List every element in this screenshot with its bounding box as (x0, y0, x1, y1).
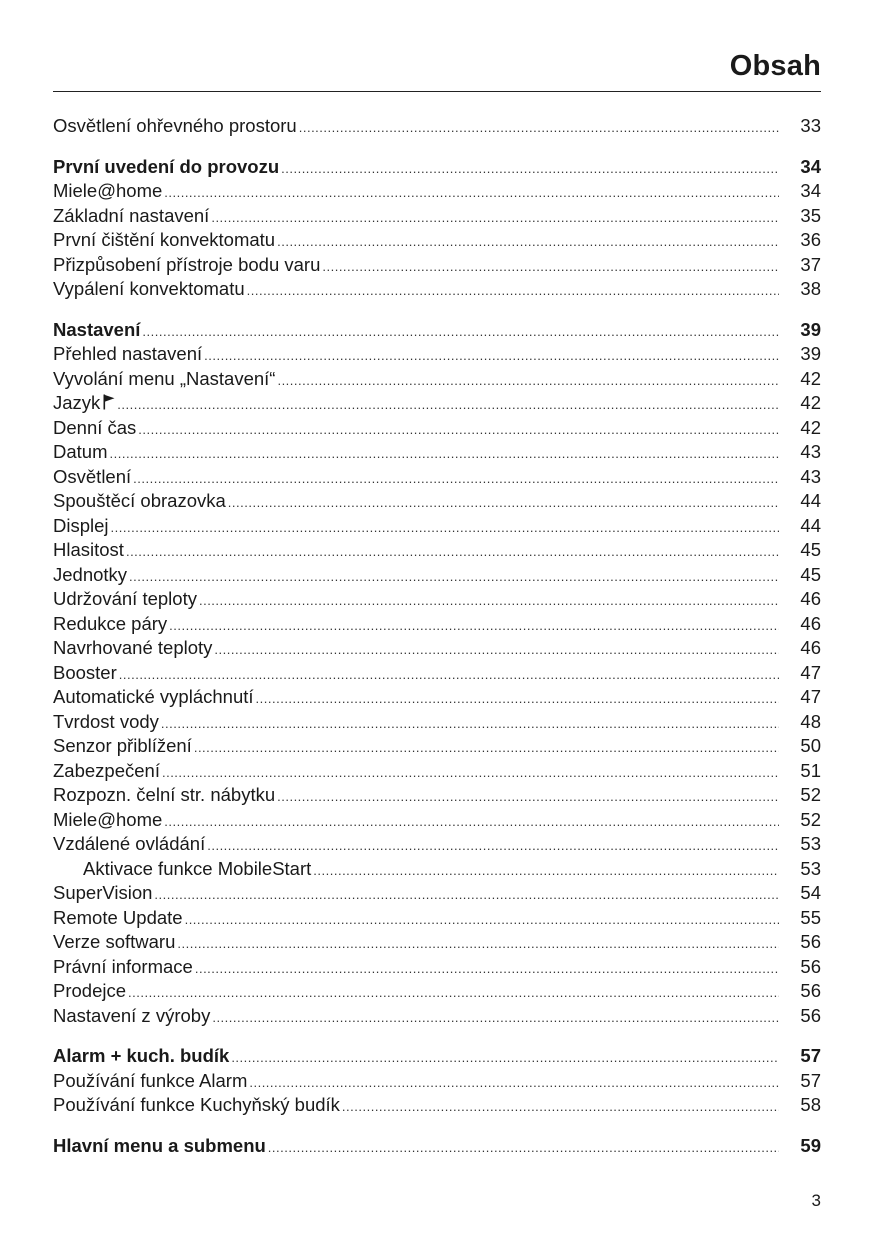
toc-page-number: 46 (800, 637, 821, 658)
leader-dots (194, 736, 779, 761)
toc-page-number: 58 (800, 1094, 821, 1115)
toc-entry-text: Udržování teploty (53, 588, 197, 609)
toc-entry-text: Osvětlení ohřevného prostoru (53, 115, 297, 136)
leader-dots (207, 834, 779, 859)
toc-entry-label (53, 538, 126, 563)
toc-page-number: 56 (800, 931, 821, 952)
toc-entry[interactable] (53, 342, 821, 367)
leader-dots (212, 1006, 779, 1031)
toc-entry[interactable] (53, 734, 821, 759)
toc-page-number: 45 (800, 539, 821, 560)
toc-entry-text: Přehled nastavení (53, 343, 203, 364)
toc-entry-label (53, 277, 247, 302)
leader-dots (138, 418, 779, 443)
toc-entry-text: Spouštěcí obrazovka (53, 490, 226, 511)
toc-entry-text: Nastavení z výroby (53, 1004, 211, 1026)
toc-entry[interactable] (53, 808, 821, 833)
toc-entry-text: Miele@home (53, 808, 163, 830)
toc-chapter-entry[interactable] (53, 318, 821, 343)
toc-entry-text: Vyvolání menu „Nastavení“ (53, 367, 276, 389)
toc-entry[interactable] (53, 465, 821, 490)
toc-entry-label (53, 832, 207, 857)
toc-entry-label (53, 979, 128, 1004)
toc-entry[interactable] (53, 179, 821, 204)
toc-entry[interactable] (53, 881, 821, 906)
toc-page-number: 34 (800, 180, 821, 201)
toc-entry-text: Remote Update (53, 906, 183, 928)
toc-page-number: 51 (800, 759, 821, 781)
toc-entry[interactable] (53, 253, 821, 278)
toc-entry-text: Verze softwaru (53, 931, 176, 952)
toc-page-number: 34 (800, 155, 821, 177)
toc-page-number: 43 (800, 465, 821, 487)
toc-entry[interactable] (53, 1004, 821, 1029)
page-number: 3 (811, 1191, 821, 1210)
toc-entry-text: Zabezpečení (53, 759, 160, 781)
leader-dots (129, 565, 779, 590)
leader-dots (177, 932, 779, 957)
toc-entry-text: Základní nastavení (53, 204, 210, 226)
leader-dots (164, 181, 779, 206)
toc-entry[interactable] (53, 1069, 821, 1094)
toc-entry[interactable] (53, 204, 821, 229)
toc-entry[interactable] (53, 710, 821, 735)
toc-entry-text: Jazyk (53, 392, 101, 413)
toc-page-number: 44 (800, 490, 821, 511)
toc-page-number: 42 (800, 367, 821, 389)
toc-entry-text: Automatické vypláchnutí (53, 686, 254, 707)
toc-entry[interactable] (53, 416, 821, 441)
leader-dots (199, 589, 779, 614)
table-of-contents (53, 114, 821, 1174)
leader-dots (204, 344, 779, 369)
toc-entry-label (53, 1134, 268, 1159)
leader-dots (119, 663, 779, 688)
toc-chapter-entry[interactable] (53, 1044, 821, 1069)
toc-entry-label (53, 204, 211, 229)
toc-entry[interactable] (53, 587, 821, 612)
toc-entry-text: Rozpozn. čelní str. nábytku (53, 784, 276, 805)
leader-dots (277, 369, 779, 394)
toc-section (53, 114, 821, 139)
leader-dots (126, 540, 779, 565)
toc-page-number: 52 (800, 808, 821, 830)
toc-entry-label (53, 179, 164, 204)
leader-dots (214, 638, 779, 663)
toc-entry[interactable] (53, 783, 821, 808)
toc-entry-text: Nastavení (53, 318, 141, 340)
toc-entry-label (53, 416, 138, 441)
toc-page-number: 56 (800, 1004, 821, 1026)
toc-entry-label (53, 955, 195, 980)
toc-entry[interactable] (53, 930, 821, 955)
toc-entry-text: Hlasitost (53, 539, 124, 560)
toc-entry-label (53, 587, 199, 612)
toc-entry-text: Hlavní menu a submenu (53, 1134, 266, 1156)
toc-entry-label (53, 514, 111, 539)
leader-dots (313, 859, 779, 884)
toc-entry-text: Aktivace funkce MobileStart (83, 857, 312, 879)
leader-dots (111, 516, 779, 541)
toc-page-number: 55 (800, 906, 821, 928)
leader-dots (299, 116, 779, 141)
leader-dots (256, 687, 779, 712)
toc-entry-label (53, 783, 277, 808)
toc-entry-label (53, 155, 281, 180)
leader-dots (322, 255, 779, 280)
leader-dots (281, 157, 779, 182)
toc-entry-text: První uvedení do provozu (53, 155, 280, 177)
toc-page-number: 57 (800, 1069, 821, 1091)
toc-entry-label (53, 930, 177, 955)
toc-entry[interactable] (53, 367, 821, 392)
toc-page-number: 39 (800, 343, 821, 364)
leader-dots (117, 393, 779, 418)
toc-entry-label (53, 440, 110, 465)
toc-page-number: 47 (800, 661, 821, 683)
toc-entry-text: Miele@home (53, 180, 163, 201)
toc-page-number: 53 (800, 857, 821, 879)
toc-entry-label (53, 1093, 342, 1118)
toc-page-number: 39 (800, 318, 821, 340)
toc-entry[interactable] (53, 1093, 821, 1118)
toc-entry-text: Tvrdost vody (53, 710, 159, 732)
leader-dots (162, 761, 779, 786)
leader-dots (268, 1136, 779, 1161)
toc-entry-text: Používání funkce Alarm (53, 1069, 248, 1091)
leader-dots (110, 442, 780, 467)
toc-entry-label (53, 318, 142, 343)
toc-entry-label (53, 1044, 231, 1069)
toc-entry-text: Booster (53, 661, 117, 683)
toc-entry[interactable] (53, 391, 821, 416)
toc-page-number: 44 (800, 514, 821, 536)
toc-entry-text: Vypálení konvektomatu (53, 278, 245, 299)
toc-page-number: 35 (800, 204, 821, 226)
leader-dots (231, 1046, 779, 1071)
toc-entry[interactable] (53, 563, 821, 588)
toc-entry-text: SuperVision (53, 882, 153, 903)
toc-entry-text: Prodejce (53, 980, 127, 1001)
toc-chapter-entry[interactable] (53, 155, 821, 180)
toc-entry-label (83, 857, 313, 882)
leader-dots (161, 712, 779, 737)
toc-page-number: 57 (800, 1045, 821, 1066)
page-title: Obsah (729, 50, 821, 82)
toc-entry-label (53, 612, 169, 637)
toc-page-number: 48 (800, 710, 821, 732)
toc-entry[interactable] (53, 636, 821, 661)
toc-entry[interactable] (53, 514, 821, 539)
leader-dots (133, 467, 779, 492)
leader-dots (128, 981, 779, 1006)
toc-entry-label (53, 906, 185, 931)
toc-page-number: 37 (800, 253, 821, 275)
flag-icon (103, 392, 115, 408)
toc-page-number: 52 (800, 784, 821, 805)
toc-entry[interactable] (53, 955, 821, 980)
toc-entry[interactable] (53, 685, 821, 710)
toc-entry[interactable] (53, 857, 821, 882)
toc-entry-label (53, 391, 117, 416)
toc-entry-text: Používání funkce Kuchyňský budík (53, 1094, 340, 1115)
toc-entry-text: Datum (53, 441, 108, 462)
toc-chapter-entry[interactable] (53, 1134, 821, 1159)
leader-dots (154, 883, 779, 908)
toc-page-number: 36 (800, 229, 821, 250)
toc-entry-label (53, 661, 119, 686)
toc-entry-label (53, 253, 322, 278)
leader-dots (342, 1095, 779, 1120)
toc-entry-label (53, 563, 129, 588)
toc-page-number: 47 (800, 686, 821, 707)
toc-entry-label (53, 489, 228, 514)
toc-entry-label (53, 367, 277, 392)
toc-entry-label (53, 759, 162, 784)
leader-dots (185, 908, 779, 933)
toc-entry[interactable] (53, 440, 821, 465)
toc-page-number: 59 (800, 1134, 821, 1156)
toc-entry[interactable] (53, 906, 821, 931)
toc-entry-text: Denní čas (53, 416, 137, 438)
toc-entry-label (53, 342, 204, 367)
leader-dots (277, 785, 779, 810)
title-divider (53, 91, 821, 92)
toc-entry-text: Displej (53, 514, 109, 536)
leader-dots (164, 810, 779, 835)
toc-page-number: 43 (800, 441, 821, 462)
toc-page-number: 53 (800, 833, 821, 854)
toc-page-number: 42 (800, 416, 821, 438)
leader-dots (211, 206, 779, 231)
toc-entry[interactable] (53, 114, 821, 139)
toc-section (53, 1044, 821, 1118)
toc-entry-text: Právní informace (53, 955, 193, 977)
toc-entry-label (53, 734, 194, 759)
leader-dots (249, 1071, 779, 1096)
toc-entry[interactable] (53, 832, 821, 857)
toc-section (53, 155, 821, 302)
leader-dots (228, 491, 779, 516)
toc-entry-text: První čištění konvektomatu (53, 229, 276, 250)
toc-page-number: 38 (800, 278, 821, 299)
leader-dots (142, 320, 779, 345)
toc-entry-label (53, 465, 133, 490)
toc-entry-label (53, 228, 277, 253)
toc-page-number: 46 (800, 612, 821, 634)
toc-entry-text: Jednotky (53, 563, 128, 585)
toc-entry[interactable] (53, 228, 821, 253)
toc-page-number: 50 (800, 735, 821, 756)
toc-entry[interactable] (53, 612, 821, 637)
toc-entry-text: Přizpůsobení přístroje bodu varu (53, 253, 321, 275)
toc-entry-text: Osvětlení (53, 465, 132, 487)
toc-section (53, 1134, 821, 1159)
toc-entry-label (53, 114, 299, 139)
toc-entry-label (53, 1004, 212, 1029)
toc-page-number: 45 (800, 563, 821, 585)
toc-page-number: 56 (800, 980, 821, 1001)
toc-entry[interactable] (53, 759, 821, 784)
toc-entry-label (53, 881, 154, 906)
toc-entry-text: Alarm + kuch. budík (53, 1045, 230, 1066)
toc-entry-label (53, 808, 164, 833)
toc-entry-text: Senzor přiblížení (53, 735, 192, 756)
toc-entry-label (53, 685, 256, 710)
toc-page-number: 56 (800, 955, 821, 977)
toc-entry[interactable] (53, 661, 821, 686)
toc-page-number: 42 (800, 392, 821, 413)
toc-entry[interactable] (53, 979, 821, 1004)
toc-entry-label (53, 710, 161, 735)
toc-section (53, 318, 821, 1029)
toc-entry-label (53, 636, 214, 661)
toc-entry-text: Navrhované teploty (53, 637, 213, 658)
leader-dots (247, 279, 779, 304)
leader-dots (277, 230, 779, 255)
toc-page-number: 46 (800, 588, 821, 609)
leader-dots (195, 957, 779, 982)
toc-entry-text: Vzdálené ovládání (53, 833, 206, 854)
toc-page-number: 33 (800, 115, 821, 136)
toc-entry-text: Redukce páry (53, 612, 168, 634)
toc-page-number: 54 (800, 882, 821, 903)
toc-entry[interactable] (53, 538, 821, 563)
toc-entry-label (53, 1069, 249, 1094)
toc-entry[interactable] (53, 489, 821, 514)
leader-dots (169, 614, 779, 639)
toc-entry[interactable] (53, 277, 821, 302)
